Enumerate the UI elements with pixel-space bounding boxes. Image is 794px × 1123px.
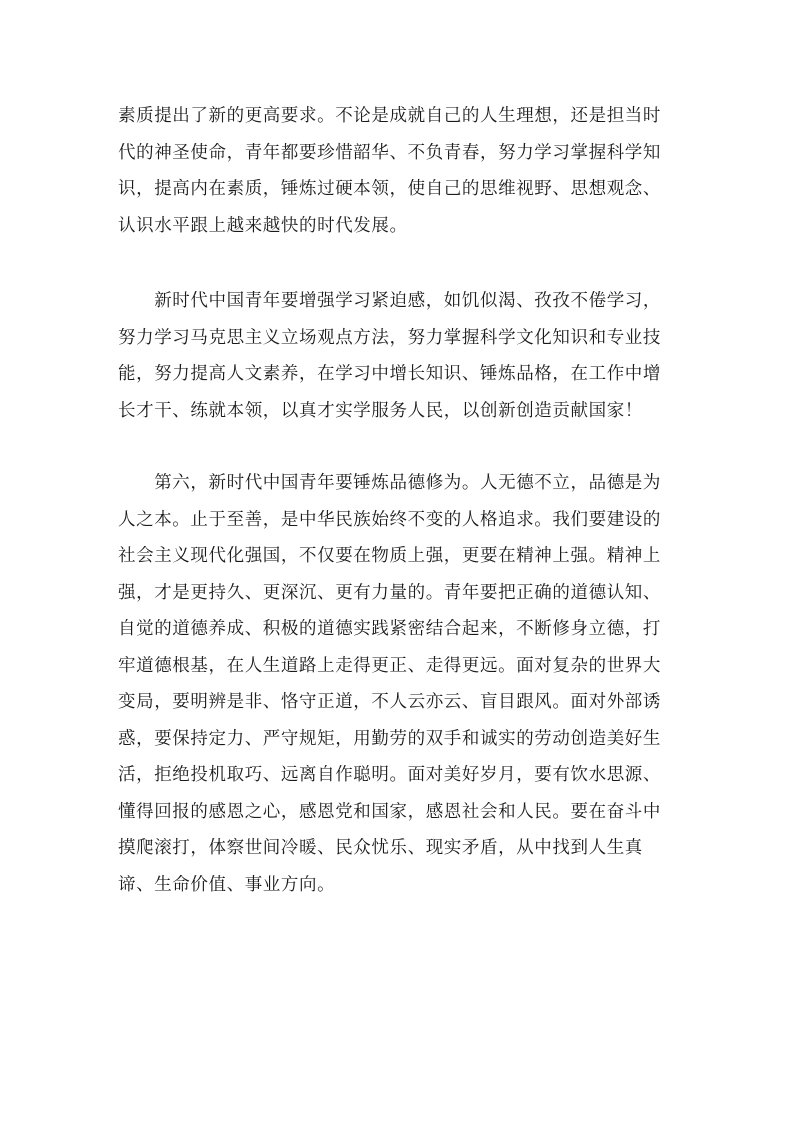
text-line: 惑，要保持定力、严守规矩，用勤劳的双手和诚实的劳动创造美好生 xyxy=(118,728,661,749)
paragraph-1 xyxy=(118,98,678,244)
text-line: 人之本。止于至善，是中华民族始终不变的人格追求。我们要建设的 xyxy=(118,509,661,530)
text-line: 社会主义现代化强国，不仅要在物质上强，更要在精神上强。精神上 xyxy=(118,546,661,566)
text-line: 牢道德根基，在人生道路上走得更正、走得更远。面对复杂的世界大 xyxy=(118,655,661,676)
text-line: 认识水平跟上越来越快的时代发展。 xyxy=(118,215,408,236)
text-line: 识，提高内在素质，锤炼过硬本领，使自己的思维视野、思想观念、 xyxy=(118,179,661,199)
text-line: 代的神圣使命，青年都要珍惜韶华、不负青春，努力学习掌握科学知 xyxy=(118,142,661,163)
text-line: 活，拒绝投机取巧、远离自作聪明。面对美好岁月，要有饮水思源、 xyxy=(118,765,661,785)
text-line: 变局，要明辨是非、恪守正道，不人云亦云、盲目跟风。面对外部诱 xyxy=(118,692,661,712)
text-line: 素质提出了新的更高要求。不论是成就自己的人生理想，还是担当时 xyxy=(118,106,661,126)
text-line: 强，才是更持久、更深沉、更有力量的。青年要把正确的道德认知、 xyxy=(118,582,661,603)
paragraph-2 xyxy=(118,283,678,429)
text-line: 懂得回报的感恩之心，感恩党和国家，感恩社会和人民。要在奋斗中 xyxy=(118,801,661,822)
text-line: 长才干、练就本领，以真才实学服务人民，以创新创造贡献国家！ xyxy=(118,400,643,421)
paragraph-3 xyxy=(118,465,678,903)
text-line: 摸爬滚打，体察世间冷暖、民众忧乐、现实矛盾，从中找到人生真 xyxy=(118,838,643,858)
text-line: 努力学习马克思主义立场观点方法，努力掌握科学文化知识和专业技 xyxy=(118,327,661,348)
text-line: 第六，新时代中国青年要锤炼品德修为。人无德不立，品德是为 xyxy=(118,473,661,493)
text-line: 能，努力提高人文素养，在学习中增长知识、锤炼品格，在工作中增 xyxy=(118,364,661,384)
text-line: 新时代中国青年要增强学习紧迫感，如饥似渴、孜孜不倦学习， xyxy=(118,291,661,311)
text-line: 自觉的道德养成、积极的道德实践紧密结合起来，不断修身立德，打 xyxy=(118,619,661,639)
text-line: 谛、生命价值、事业方向。 xyxy=(118,874,336,895)
